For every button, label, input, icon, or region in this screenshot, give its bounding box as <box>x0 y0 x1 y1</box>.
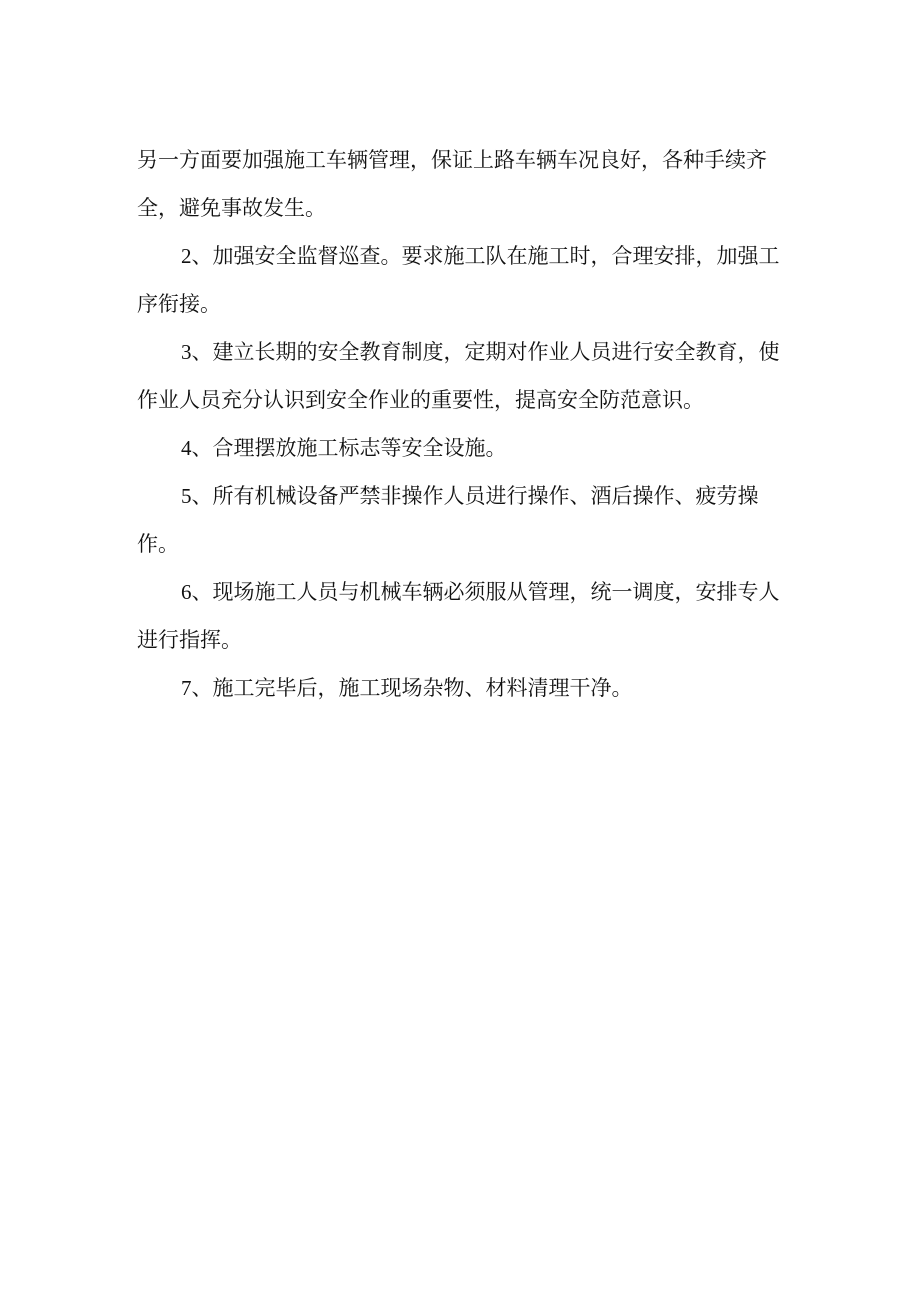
item-number: 5 <box>181 484 192 508</box>
paragraph-text: 、施工完毕后，施工现场杂物、材料清理干净。 <box>191 676 633 700</box>
item-number: 4 <box>181 436 192 460</box>
item-number: 2 <box>181 244 192 268</box>
paragraph-item-5 <box>137 472 787 568</box>
paragraph-text: 、所有机械设备严禁非操作人员进行操作、酒后操作、疲劳操作。 <box>137 484 759 556</box>
paragraph-item-4 <box>137 424 787 472</box>
document-body <box>137 136 787 712</box>
item-number: 3 <box>181 340 192 364</box>
paragraph-item-6 <box>137 568 787 664</box>
paragraph-text: 、加强安全监督巡查。要求施工队在施工时，合理安排，加强工序衔接。 <box>137 244 780 316</box>
paragraph-text: 、合理摆放施工标志等安全设施。 <box>191 436 507 460</box>
item-number: 7 <box>181 676 192 700</box>
paragraph-item-7 <box>137 664 787 712</box>
paragraph-item-3 <box>137 328 787 424</box>
paragraph-text: 另一方面要加强施工车辆管理，保证上路车辆车况良好，各种手续齐全，避免事故发生。 <box>137 148 767 220</box>
item-number: 6 <box>181 580 192 604</box>
paragraph-vehicle-management <box>137 136 787 232</box>
paragraph-text: 、建立长期的安全教育制度，定期对作业人员进行安全教育，使作业人员充分认识到安全作业的重要性，提高安全防范意识。 <box>137 340 780 412</box>
paragraph-text: 、现场施工人员与机械车辆必须服从管理，统一调度，安排专人进行指挥。 <box>137 580 780 652</box>
paragraph-item-2 <box>137 232 787 328</box>
